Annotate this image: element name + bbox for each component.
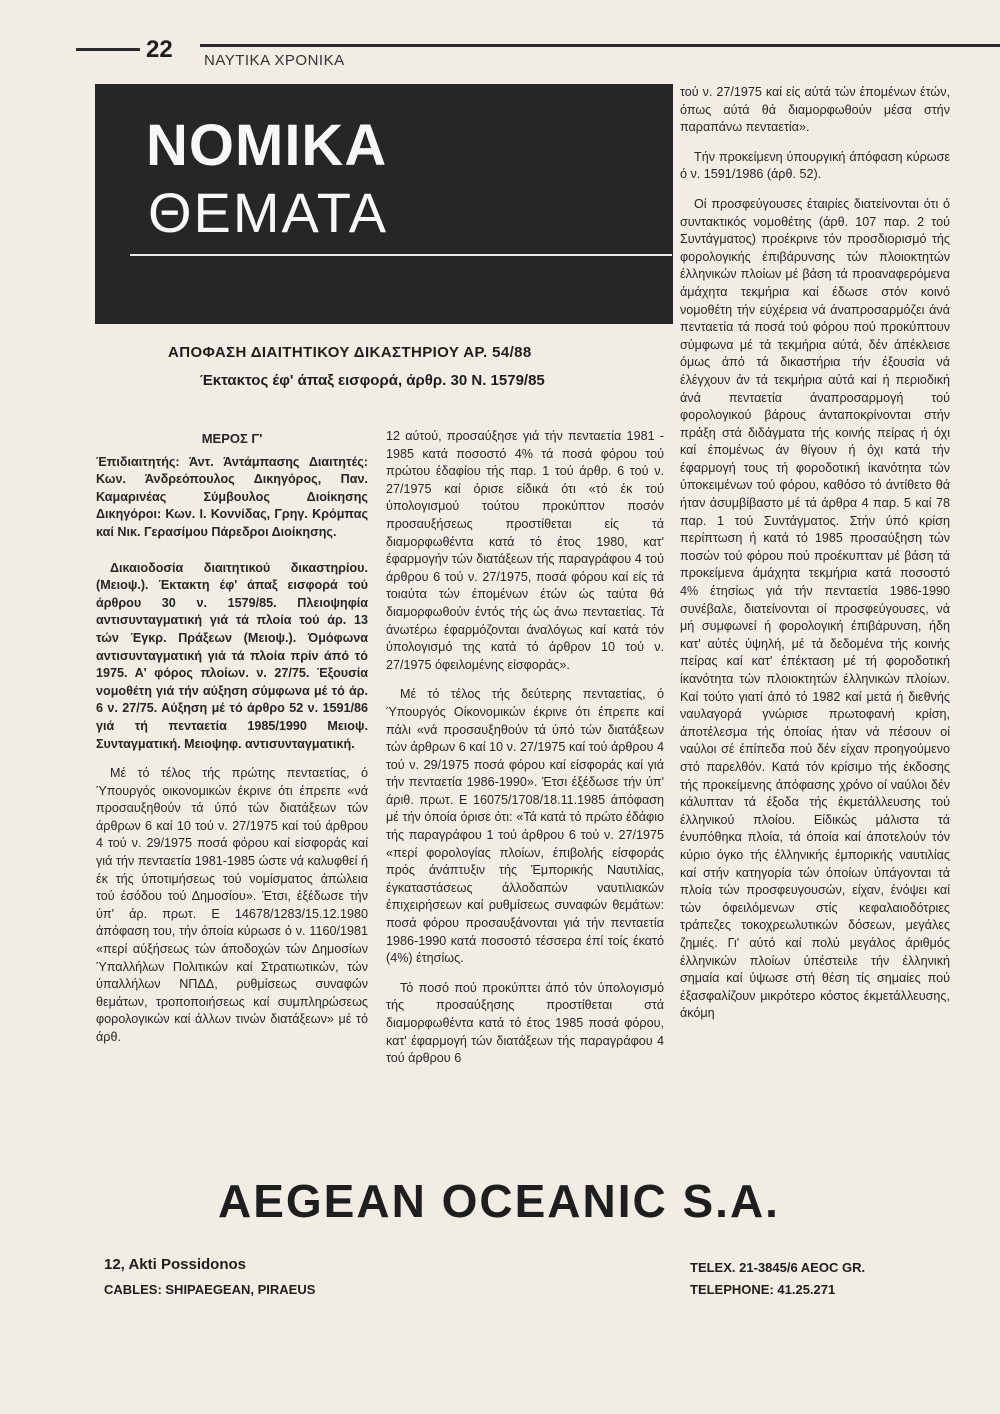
paragraph: 12 αύτού, προσαύξησε γιά τήν πενταετία 1981 - 1985 κατά ποσοστό 4% τά ποσά φόρου τού πρώτου έδαφίου τής παρ. 1 τού άρθρ. 6 τού ν. 27/1975 καί όρισε είδικά ότι «τό έκ τού ύπολογισμού τούτου προκύπτον ποσόν προσαυξήσεως προστίθεται είς τά διαμορφωθέντα κατά τό έτος 1980, κατ' έφαρμογήν τών διατάξεων τής παραγράφου 4 τού άρθρου 6 τού ν. 27/1975, ποσά φόρου καί είς τά τοιαύτα τών έπομένων έτών ώς ταύτα θά διαμορφωθούν έντός τής ώς άνω πενταετίας. Τά άνωτέρω έφαρμόζονται άναλόγως καί κατά τόν ύπολογισμό της κατά τό άρθρον 10 τού ν. 27/1975 όφειλομένης είσφοράς». <box>386 429 664 672</box>
paragraph: τού ν. 27/1975 καί είς αύτά τών έπομένων έτών, όπως αύτά θά διαμορφωθούν μέσα στήν παραπάνω πενταετία». <box>680 85 950 135</box>
banner-divider <box>130 254 672 256</box>
header-rule-right <box>200 44 1000 47</box>
banner-title-line2: ΘΕΜΑΤΑ <box>148 181 389 244</box>
banner-title-line1: ΝΟΜΙΚΑ <box>146 113 388 178</box>
advert-address: 12, Akti Possidonos <box>104 1256 246 1273</box>
article-column-1 <box>96 430 368 1059</box>
section-label: ΜΕΡΟΣ Γ' <box>201 431 263 446</box>
page-number: 22 <box>146 36 173 63</box>
advert-cables: CABLES: SHIPAEGEAN, PIRAEUS <box>104 1282 316 1297</box>
paragraph: Μέ τό τέλος τής πρώτης πενταετίας, ό Ύπουργός οικονομικών έκρινε ότι έπρεπε «νά προσαυξηθούν τά ύπό τών διατάξεων τών άρθρων 6 καί 10 τού ν. 27/1975 καί τού άρθρου 4 τού ν. 29/1975 ποσά φόρου καί είσφοράς καί γιά τήν πενταετία 1981-1985 ώστε νά καλυφθεί ή έκ τής ύποτιμήσεως τού νομίσματος άπώλεια τού έσόδου τού Δημοσίου». Έτσι, έξέδωσε τήν ύπ' άρ. πρωτ. Ε 14678/1283/15.12.1980 άπόφαση του, τήν όποία κύρωσε ό ν. 1160/1981 «περί αύξήσεως τών άποδοχών τών Δημοσίων Ύπαλλήλων Πολιτικών καί Στρατιωτικών, τών ύπαλλήλων ΝΠΔΔ, ρυθμίσεως συναφών θεμάτων, τροποποιήσεως καί συμπληρώσεως φορολογικών καί άλλων τινών διατάξεων» μέ τό άρθ. <box>96 766 368 1044</box>
case-summary: Δικαιοδοσία διαιτητικού δικαστηρίου. (Μειοψ.). Έκτακτη έφ' άπαξ εισφορά τού άρθρου 30 ν. 1579/85. Πλειοψηφία αντισυνταγματική γιά τά πλοία τού άρ. 13 τών Έγκρ. Πράξεων (Μειοψ.). Όμόφωνα αντισυνταγματική γιά τά πλοία πρίν άπό τό 1975. Α' φόρος πλοίων. ν. 27/75. Έξουσία νομοθέτη γιά τήν αύξηση σύμφωνα μέ τό άρ. 6 ν. 27/75. Αύξηση μέ τό άρθρο 52 ν. 1591/86 γιά τή πενταετία 1985/1990 Μειοψ. Συνταγματική. Μειοψηφ. αντισυνταγματική. <box>96 560 368 751</box>
paragraph: Τήν προκείμενη ύπουργική άπόφαση κύρωσε ό ν. 1591/1986 (άρθ. 52). <box>680 149 950 182</box>
publication-name: ΝΑΥΤΙΚΑ ΧΡΟΝΙΚΑ <box>204 52 345 69</box>
paragraph: Τό ποσό πού προκύπτει άπό τόν ύπολογισμό τής προσαύξησης προστίθεται στά διαμορφωθέντα κατά τό έτος 1985 ποσά φόρου, κατ' έφαρμογή τών διατάξεων τής παραγράφου 4 τού άρθρου 6 <box>386 980 664 1066</box>
article-subheadline: Έκτακτος έφ' άπαξ εισφορά, άρθρ. 30 Ν. 1579/85 <box>200 372 545 389</box>
paragraph: Μέ τό τέλος τής δεύτερης πενταετίας, ό Ύπουργός Οίκονομικών έκρινε ότι έπρεπε καί πάλι «νά προσαυξηθούν τά ύπό τών διατάξεων τών άρθρων 6 καί 10 ν. 27/1975 καί τού άρθρου 4 τού ν. 29/1975 ποσά φόρου καί είσφοράς καί γιά τήν πενταετία 1986-1990». Έτσι έξέδωσε τήν ύπ' άριθ. πρωτ. Ε 16075/1708/18.11.1985 άπόφαση μέ τήν όποία όρισε ότι: «Τά κατά τό πρώτο έδάφιο τής παραγράφου 1 τού άρθρου 6 τού ν. 27/1975 «περί φορολογίας πλοίων, έπιβολής είσφοράς πρός άνάπτυξιν τής Έμπορικής Ναυτιλίας, έγκαταστάσεως άλλοδαπών ναυτιλιακών έπιχειρήσεων καί ρυθμίσεως συναφών θεμάτων: ποσά φόρου προσαυξάνονται γιά τήν πενταετία 1986-1990 κατά ποσοστό τέσσερα έπί τοίς έκατό (4%) έτησίως. <box>386 687 664 966</box>
court-credits: Έπιδιαιτητής: Άντ. Άντάμπασης Διαιτητές: Κων. Άνδρεόπουλος Δικηγόρος, Παν. Καμαρινέας Σύμβουλος Διοίκησης Δικηγόροι: Κων. Ι. Κοννίδας, Γρηγ. Κρόμπας καί Νικ. Γερασίμου Πάρεδροι Διοίκησης. <box>96 454 368 539</box>
advert-telephone: TELEPHONE: 41.25.271 <box>690 1282 836 1297</box>
paragraph: Οί προσφεύγουσες έταιρίες διατείνονται ότι ό συντακτικός νομοθέτης (άρθ. 107 παρ. 2 τού Συντάγματος) προέκρινε τόν προσδιορισμό τής φορολογικής έπιβάρυνσης τών πλοιοκτητών έλληνικών πλοίων μέ βάση τά προαναφερόμενα άμάχητα τεκμήρια καί έδωσε στόν κοινό νομοθέτη τήν εύχέρεια νά άναπροσαρμόζει άνά πενταετία τά ποσά τού φόρου πού προκύπτουν σύμφωνα μέ τά τεκμήρια αύτά, δέν άπέκλεισε όμως άπό τά δικαστήρια τήν έξουσία νά έλέγχουν άν τά τεκμήρια αύτά καί ή περιοδική άνά πενταετία άναπροσαρμογή τού φορολογικού βάρους άνταποκρίνονται στήν πράξη στά διδάγματα τής κοινής πείρας ή όχι καί έπομένως άν θίγουν ή όχι κατά τήν έφαρμογή τους τή φοροδοτική ίκανότητα τών ύποκειμένων τού φόρου, καθόσο τό άντίθετο θά ήταν άσυμβίβαστο μέ τά άρθρα 4 παρ. 5 καί 78 παρ. 1 τού Συντάγματος. Στήν ύπό κρίση περίπτωση ή κατά τό 1985 προσαύξηση τών ποσών τού φόρου πού προέκυπταν μέ βάση τά προκείμενα άμάχητα τεκμήρια κατά ποσοστό 4% έτησίως γιά τήν πενταετία 1986-1990 συνέβαλε, διατείνονται οί προσφεύγουσες, νά μή συμφωνεί ή φορολογική έπιβάρυνση, ήδη κατ' αύτές ύψηλή, μέ τά δεδομένα τής κοινής πείρας καί κατ' έπέκταση μέ τή φοροδοτική ίκανότητα τών πλοιοκτητών έλληνικών πλοίων. Καί τούτο γιατί άπό τό 1982 καί μετά ή διεθνής ναυλαγορά γνώρισε πρωτοφανή κρίση, άποτέλεσμα τής όποίας ήταν νά πέσουν οί ναύλοι σέ έπίπεδα πού δέν είχαν προηγούμενο στό παρελθόν. Κατά τόν κρίσιμο τής έκδοσης τής προκείμενης άπόφασης χρόνο οί ναύλοι δέν κάλυπταν τά έξοδα τής έκμετάλλευσης τού έλληνικού πλοίου. Είδικώς μάλιστα τά ένυπόθηκα πλοία, τά όποία καί άποτελούν τόν κύριο όγκο τής έλληνικής έμπορικής ναυτιλίας καί στήν κατηγορία τών όποίων ύπάγονται τά πλοία τών προσφευγουσών, είχαν, ένόψει καί τών όφειλόμενων στίς κεφαλαιοδότριες τράπεζες τοκοχρεωλυτικών δόσεων, μεγάλες ζημιές. Γι' αύτό καί πολύ μεγάλος άριθμός έλληνικών πλοίων ύπέστειλε τήν έλληνική σημαία καί ύψωσε στή θέση τίς σημαίες πού έξασφαλίζουν μικρότερο κόστος έκμετάλλευσης, άκόμη <box>680 196 950 1021</box>
article-headline: ΑΠΟΦΑΣΗ ΔΙΑΙΤΗΤΙΚΟΥ ΔΙΚΑΣΤΗΡΙΟΥ ΑΡ. 54/88 <box>168 344 532 361</box>
advert-company-name: AEGEAN OCEANIC S.A. <box>218 1175 780 1227</box>
article-column-3 <box>680 84 950 1035</box>
advert-telex: TELEX. 21-3845/6 AEOC GR. <box>690 1260 866 1275</box>
header-rule-left <box>76 48 140 51</box>
article-column-2 <box>386 428 664 1080</box>
